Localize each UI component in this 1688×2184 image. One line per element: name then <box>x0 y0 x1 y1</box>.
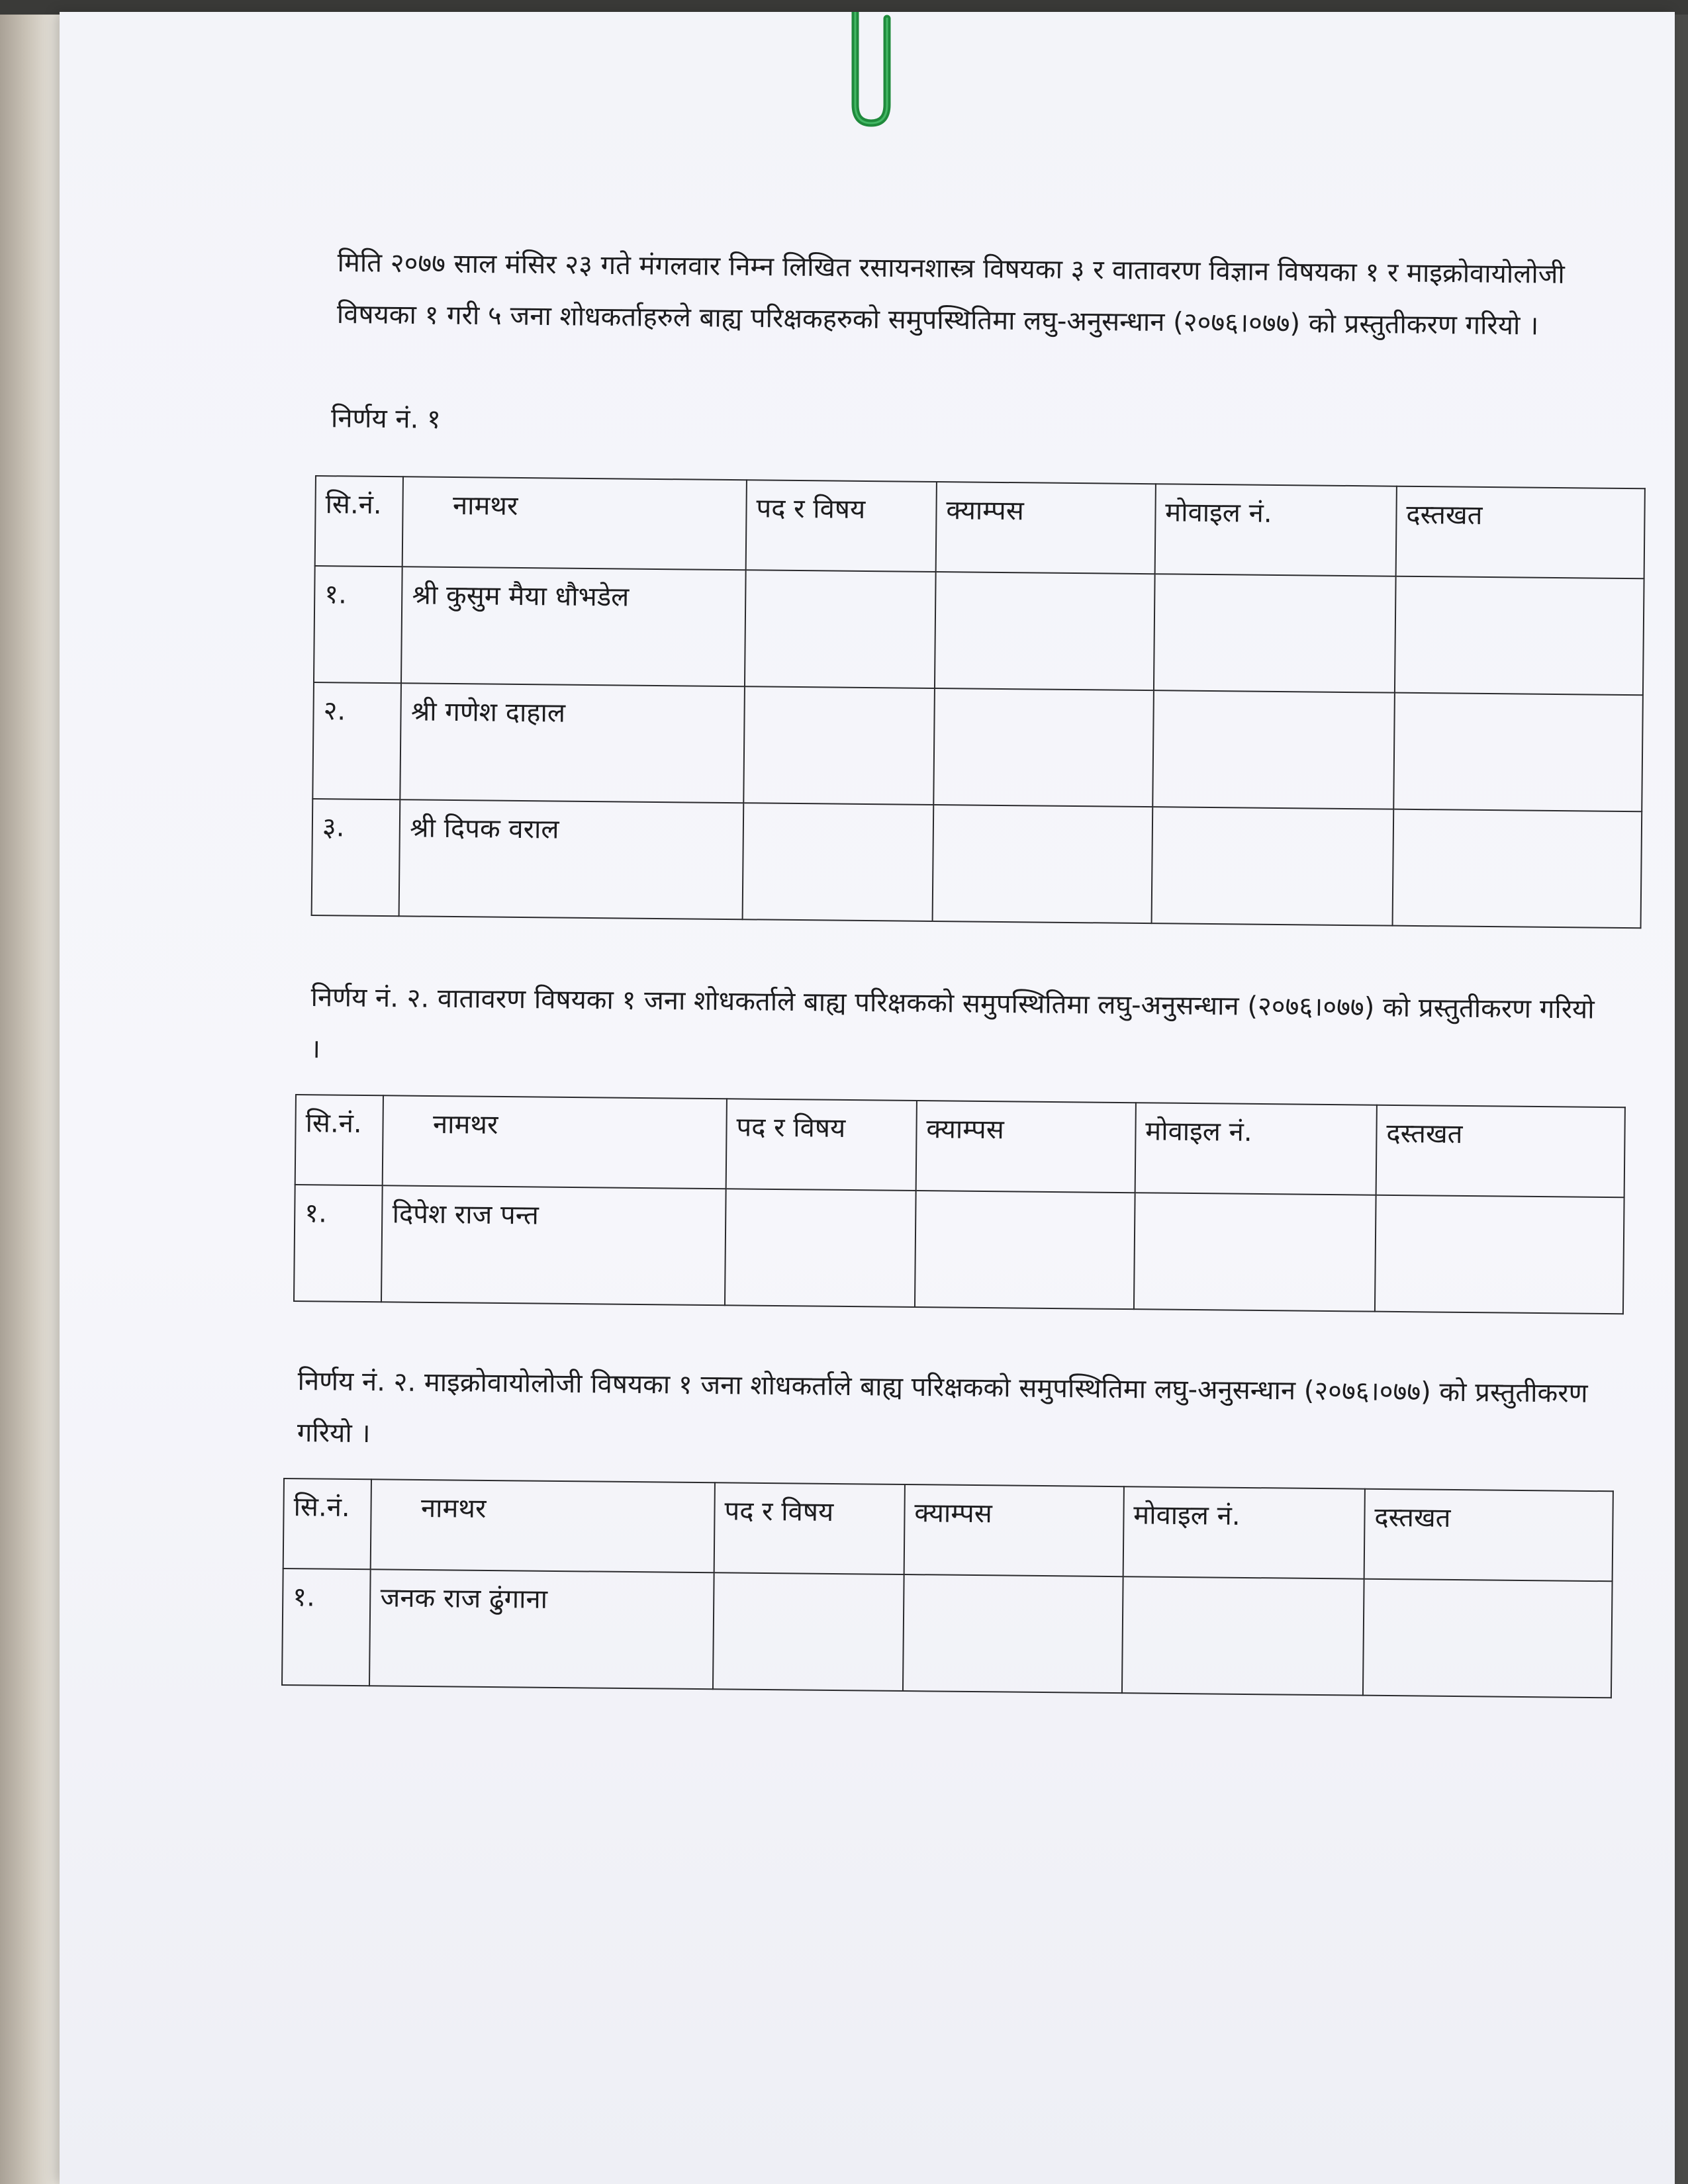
row-serial: ३. <box>312 799 400 916</box>
signature-table-3 <box>281 1478 1614 1698</box>
header-signature: दस्तखत <box>1364 1489 1613 1582</box>
row-mobile <box>1151 807 1393 925</box>
intro-paragraph: मिति २०७७ साल मंसिर २३ गते मंगलवार निम्न लिखित रसायनशास्त्र विषयका ३ र वातावरण विज्ञान विषयका १ र माइक्रोवायोलोजी विषयका १ गरी ५ जना शोधकर्ताहरुले बाह्य परिक्षकहरुको समुपस्थितिमा लघु-अनुसन्धान (२०७६।०७७) को प्रस्तुतीकरण गरियो । <box>336 247 1565 341</box>
row-mobile <box>1154 574 1396 692</box>
row-signature <box>1375 1195 1624 1314</box>
row-post-subject <box>713 1572 904 1691</box>
row-post-subject <box>745 570 936 688</box>
row-serial: १. <box>294 1185 383 1302</box>
row-campus <box>932 805 1152 923</box>
row-serial: १. <box>282 1569 371 1686</box>
header-post-subject: पद र विषय <box>746 480 937 572</box>
row-signature <box>1393 693 1643 812</box>
table-header-row <box>295 1095 1625 1197</box>
table-row <box>314 566 1644 695</box>
header-campus: क्याम्पस <box>915 1101 1135 1193</box>
row-name: श्री दिपक वराल <box>399 799 743 919</box>
header-signature: दस्तखत <box>1395 486 1644 579</box>
header-mobile: मोवाइल नं. <box>1123 1486 1364 1578</box>
row-serial: २. <box>312 682 401 799</box>
row-campus <box>903 1574 1123 1693</box>
header-mobile: मोवाइल नं. <box>1154 484 1396 576</box>
header-serial: सि.नं. <box>315 476 404 567</box>
table-row <box>294 1185 1624 1314</box>
row-signature <box>1392 809 1642 929</box>
decision-1-label: निर्णय नं. १ <box>330 403 442 435</box>
table-header-row <box>283 1479 1613 1581</box>
paper-sheet <box>60 12 1675 2184</box>
header-post-subject: पद र विषय <box>714 1482 905 1574</box>
row-mobile <box>1134 1193 1376 1311</box>
header-name <box>402 477 747 570</box>
header-name <box>371 1479 715 1572</box>
row-campus <box>915 1191 1135 1309</box>
table-row <box>312 682 1643 811</box>
header-serial: सि.नं. <box>295 1095 384 1185</box>
row-name: जनक राज ढुंगाना <box>369 1569 714 1689</box>
row-name: श्री कुसुम मैया धौभडेल <box>401 567 745 686</box>
table-row <box>282 1569 1613 1698</box>
row-signature <box>1363 1579 1613 1698</box>
header-name <box>383 1095 727 1189</box>
header-campus: क्याम्पस <box>935 482 1155 574</box>
row-mobile <box>1122 1576 1364 1695</box>
header-campus: क्याम्पस <box>904 1484 1123 1576</box>
row-signature <box>1395 576 1644 696</box>
signature-table-1 <box>311 475 1646 929</box>
row-campus <box>935 572 1155 690</box>
header-name-text: नामथर <box>452 490 518 522</box>
header-post-subject: पद र विषय <box>726 1099 917 1191</box>
row-campus <box>933 688 1154 807</box>
signature-table-2 <box>293 1094 1626 1314</box>
table-header-row <box>315 476 1645 578</box>
header-name-text: नामथर <box>432 1109 498 1140</box>
header-serial: सि.नं. <box>283 1479 372 1569</box>
header-signature: दस्तखत <box>1376 1105 1624 1198</box>
row-post-subject <box>743 803 934 921</box>
decision-3-paragraph: निर्णय नं. २. माइक्रोवायोलोजी विषयका १ जना शोधकर्ताले बाह्य परिक्षकको समुपस्थितिमा लघु-अनुसन्धान (२०७६।०७७) को प्रस्तुतीकरण गरियो । <box>297 1365 1588 1449</box>
row-post-subject <box>743 686 935 805</box>
decision-2-paragraph: निर्णय नं. २. वातावरण विषयका १ जना शोधकर्ताले बाह्य परिक्षकको समुपस्थितिमा लघु-अनुसन्धान (२०७६।०७७) को प्रस्तुतीकरण गरियो । <box>310 981 1595 1065</box>
header-mobile: मोवाइल नं. <box>1135 1103 1376 1195</box>
row-serial: १. <box>314 566 402 683</box>
row-post-subject <box>725 1189 916 1307</box>
row-name: दिपेश राज पन्त <box>381 1185 726 1305</box>
table-row <box>312 799 1642 928</box>
row-mobile <box>1152 690 1395 809</box>
header-name-text: नामथर <box>420 1492 487 1524</box>
row-name: श्री गणेश दाहाल <box>400 683 745 803</box>
paperclip-icon <box>846 12 894 128</box>
